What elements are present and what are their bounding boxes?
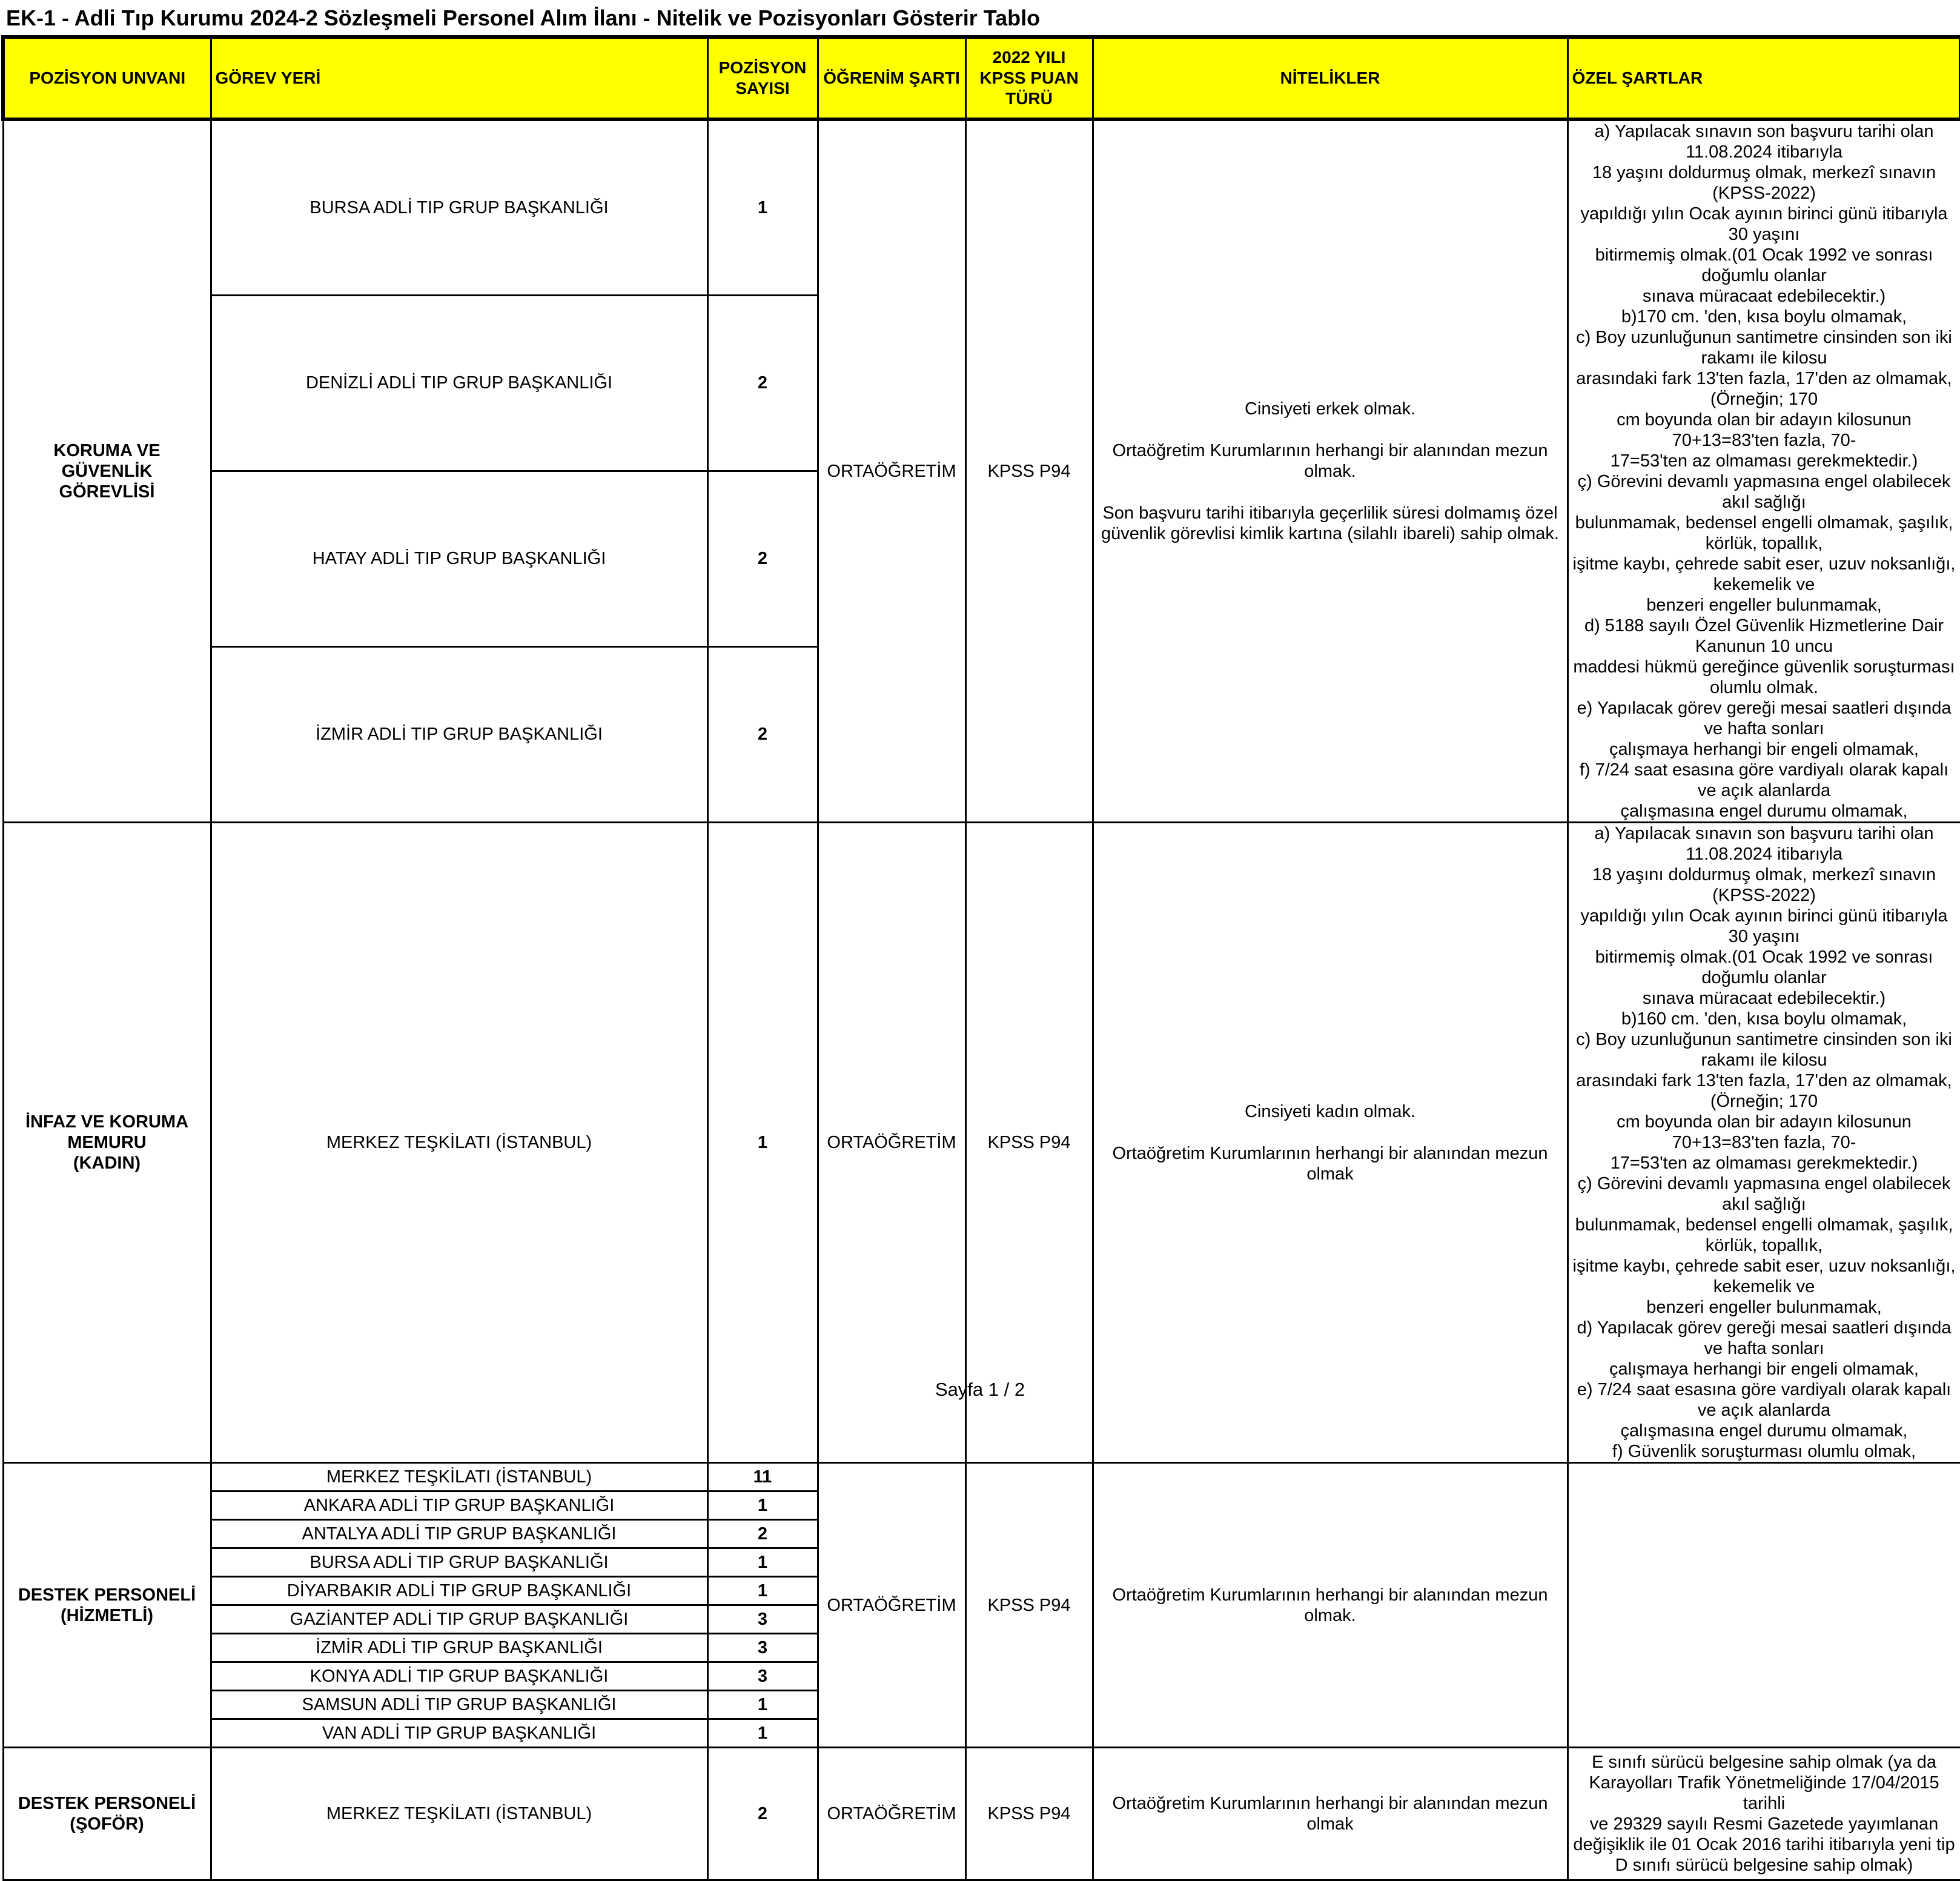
position-count-cell: 1 (707, 1719, 818, 1748)
qualification-paragraph (1098, 1585, 1563, 1626)
position-count-cell: 3 (707, 1662, 818, 1691)
special-condition-line: 18 yaşını doldurmuş olmak, merkezî sınavın (KPSS-2022) (1592, 163, 1936, 203)
workplace-cell: ANKARA ADLİ TIP GRUP BAŞKANLIĞI (211, 1491, 707, 1520)
special-condition-line: ve 29329 sayılı Resmi Gazetede yayımlanan (1589, 1814, 1939, 1834)
special-conditions-cell (1568, 119, 1960, 823)
special-condition-line: e) Yapılacak görev gereği mesai saatleri dışında ve hafta sonları (1577, 698, 1952, 738)
position-count-cell: 1 (707, 119, 818, 295)
workplace-cell: BURSA ADLİ TIP GRUP BAŞKANLIĞI (211, 119, 707, 295)
workplace-cell: ANTALYA ADLİ TIP GRUP BAŞKANLIĞI (211, 1520, 707, 1548)
qualification-line: Cinsiyeti kadın olmak. (1244, 1101, 1416, 1121)
table-body (3, 119, 1960, 1880)
position-title-cell (3, 1463, 211, 1748)
education-requirement-cell: ORTAÖĞRETİM (818, 1463, 965, 1748)
special-conditions-cell (1568, 1748, 1960, 1880)
workplace-cell: GAZİANTEP ADLİ TIP GRUP BAŞKANLIĞI (211, 1605, 707, 1634)
workplace-cell: KONYA ADLİ TIP GRUP BAŞKANLIĞI (211, 1662, 707, 1691)
header-unvan: POZİSYON UNVANI (3, 37, 211, 119)
position-title-line: (HİZMETLİ) (60, 1605, 153, 1625)
qualification-line: olmak (1306, 1164, 1354, 1184)
qualification-line: Ortaöğretim Kurumlarının herhangi bir alanından mezun (1112, 1794, 1548, 1813)
qualification-line: Ortaöğretim Kurumlarının herhangi bir alanından mezun (1112, 1585, 1548, 1605)
special-condition-line: E sınıfı sürücü belgesine sahip olmak (ya da (1591, 1753, 1937, 1772)
qualification-paragraph (1098, 503, 1563, 544)
special-condition-line: ç) Görevini devamlı yapmasına engel olabilecek akıl sağlığı (1577, 1174, 1951, 1214)
special-condition-line: bitirmemiş olmak.(01 Ocak 1992 ve sonrası doğumlu olanlar (1595, 245, 1933, 285)
position-title-line: (KADIN) (73, 1153, 141, 1173)
special-condition-line: yapıldığı yılın Ocak ayının birinci günü itibarıyla 30 yaşını (1580, 204, 1948, 244)
position-title-line: DESTEK PERSONELİ (18, 1794, 196, 1813)
special-condition-line: bitirmemiş olmak.(01 Ocak 1992 ve sonrası doğumlu olanlar (1595, 947, 1933, 987)
special-condition-line: 17=53'ten az olmaması gerekmektedir.) (1610, 1153, 1918, 1173)
workplace-cell: MERKEZ TEŞKİLATI (İSTANBUL) (211, 1748, 707, 1880)
education-requirement-cell: ORTAÖĞRETİM (818, 823, 965, 1463)
table-row (3, 1463, 1960, 1491)
position-count-cell: 2 (707, 646, 818, 822)
header-nitelikler: NİTELİKLER (1093, 37, 1568, 119)
workplace-cell: İZMİR ADLİ TIP GRUP BAŞKANLIĞI (211, 1634, 707, 1662)
workplace-cell: DİYARBAKIR ADLİ TIP GRUP BAŞKANLIĞI (211, 1577, 707, 1605)
special-condition-line: çalışmasına engel durumu olmamak, (1620, 1421, 1908, 1441)
special-condition-line: işitme kaybı, çehrede sabit eser, uzuv noksanlığı, kekemelik ve (1572, 554, 1956, 594)
qualification-paragraph (1098, 1793, 1563, 1834)
special-condition-line: d) Yapılacak görev gereği mesai saatleri dışında ve hafta sonları (1577, 1318, 1952, 1358)
qualification-paragraph (1098, 399, 1563, 419)
qualification-line: Ortaöğretim Kurumlarının herhangi bir alanından mezun (1112, 1143, 1548, 1163)
header-gorev-yeri: GÖREV YERİ (211, 37, 707, 119)
kpss-score-type-cell: KPSS P94 (965, 823, 1093, 1463)
special-condition-line: cm boyunda olan bir adayın kilosunun 70+13=83'ten fazla, 70- (1617, 410, 1912, 450)
special-condition-line: ç) Görevini devamlı yapmasına engel olabilecek akıl sağlığı (1577, 472, 1951, 512)
special-condition-line: 18 yaşını doldurmuş olmak, merkezî sınavın (KPSS-2022) (1592, 865, 1936, 905)
workplace-cell: SAMSUN ADLİ TIP GRUP BAŞKANLIĞI (211, 1691, 707, 1719)
position-title-line: İNFAZ VE KORUMA (25, 1112, 189, 1132)
header-pozisyon-sayisi (707, 37, 818, 119)
table-row (3, 823, 1960, 1463)
special-condition-line: b)160 cm. 'den, kısa boylu olmamak, (1621, 1009, 1907, 1029)
special-condition-line: c) Boy uzunluğunun santimetre cinsinden son iki rakamı ile kilosu (1576, 1030, 1952, 1070)
position-title-line: KORUMA VE (53, 441, 161, 460)
header-kpss (965, 37, 1093, 119)
special-condition-line: arasındaki fark 13'ten fazla, 17'den az olmamak, (Örneğin; 170 (1576, 1071, 1952, 1111)
position-title-cell (3, 119, 211, 823)
special-condition-line: D sınıfı sürücü belgesine sahip olmak) (1615, 1856, 1913, 1875)
special-condition-line: bulunmamak, bedensel engelli olmamak, şaşılık, körlük, topallık, (1575, 513, 1953, 553)
table-row (3, 1748, 1960, 1880)
position-count-cell: 1 (707, 1691, 818, 1719)
special-condition-line: arasındaki fark 13'ten fazla, 17'den az olmamak, (Örneğin; 170 (1576, 369, 1952, 409)
position-count-cell: 1 (707, 1491, 818, 1520)
header-text-line: 2022 YILI (992, 48, 1066, 67)
special-condition-line: maddesi hükmü gereğince güvenlik soruşturması olumlu olmak. (1573, 657, 1955, 697)
position-count-cell: 1 (707, 1548, 818, 1577)
kpss-score-type-cell: KPSS P94 (965, 119, 1093, 823)
position-count-cell: 2 (707, 471, 818, 646)
special-condition-line: işitme kaybı, çehrede sabit eser, uzuv noksanlığı, kekemelik ve (1572, 1256, 1956, 1296)
page-footer: Sayfa 1 / 2 (935, 1379, 1025, 1400)
position-count-cell: 2 (707, 295, 818, 471)
special-condition-line: çalışmasına engel durumu olmamak, (1620, 801, 1908, 821)
qualifications-cell (1093, 1748, 1568, 1880)
special-condition-line: benzeri engeller bulunmamak, (1646, 1298, 1882, 1317)
special-condition-line: f) 7/24 saat esasına göre vardiyalı olarak kapalı ve açık alanlarda (1579, 760, 1949, 800)
special-condition-line: d) 5188 sayılı Özel Güvenlik Hizmetlerine Dair Kanunun 10 uncu (1584, 616, 1944, 656)
qualification-line: Cinsiyeti erkek olmak. (1244, 399, 1416, 419)
positions-table (1, 35, 1960, 1881)
special-condition-line: sınava müracaat edebilecektir.) (1642, 287, 1886, 306)
qualification-line: olmak. (1304, 462, 1356, 481)
workplace-cell: VAN ADLİ TIP GRUP BAŞKANLIĞI (211, 1719, 707, 1748)
position-count-cell: 2 (707, 1748, 818, 1880)
special-condition-line: e) 7/24 saat esasına göre vardiyalı olarak kapalı ve açık alanlarda (1577, 1380, 1952, 1420)
header-text-line: TÜRÜ (1005, 89, 1053, 108)
special-condition-line: Karayolları Trafik Yönetmeliğinde 17/04/2015 tarihli (1589, 1773, 1939, 1813)
qualifications-cell (1093, 823, 1568, 1463)
workplace-cell: HATAY ADLİ TIP GRUP BAŞKANLIĞI (211, 471, 707, 646)
qualification-paragraph (1098, 440, 1563, 482)
special-conditions-cell (1568, 823, 1960, 1463)
position-title-line: DESTEK PERSONELİ (18, 1585, 196, 1605)
header-row (3, 37, 1960, 119)
special-condition-line: çalışmaya herhangi bir engeli olmamak, (1609, 740, 1919, 759)
special-condition-line: yapıldığı yılın Ocak ayının birinci günü itibarıyla 30 yaşını (1580, 906, 1948, 946)
position-count-cell: 11 (707, 1463, 818, 1491)
qualification-line: güvenlik görevlisi kimlik kartına (silahlı ibareli) sahip olmak. (1101, 524, 1559, 543)
qualifications-cell (1093, 119, 1568, 823)
position-count-cell: 2 (707, 1520, 818, 1548)
special-conditions-cell (1568, 1463, 1960, 1748)
position-count-cell: 3 (707, 1634, 818, 1662)
table-row (3, 119, 1960, 295)
header-text-line: POZİSYON (718, 58, 807, 77)
qualification-paragraph (1098, 1143, 1563, 1184)
position-count-cell: 1 (707, 1577, 818, 1605)
special-condition-line: c) Boy uzunluğunun santimetre cinsinden son iki rakamı ile kilosu (1576, 328, 1952, 368)
special-condition-line: sınava müracaat edebilecektir.) (1642, 989, 1886, 1008)
position-title-line: MEMURU (67, 1133, 147, 1152)
header-ozel: ÖZEL ŞARTLAR (1568, 37, 1960, 119)
document-title: EK-1 - Adli Tıp Kurumu 2024-2 Sözleşmeli Personel Alım İlanı - Nitelik ve Pozisyonları Gösterir Tablo (6, 5, 1041, 30)
position-title-line: GÜVENLİK (61, 462, 153, 481)
workplace-cell: MERKEZ TEŞKİLATI (İSTANBUL) (211, 823, 707, 1463)
workplace-cell: MERKEZ TEŞKİLATI (İSTANBUL) (211, 1463, 707, 1491)
qualification-line: olmak. (1304, 1605, 1356, 1625)
qualification-line: olmak (1306, 1814, 1354, 1834)
position-title-line: (ŞOFÖR) (70, 1814, 144, 1834)
position-title-cell (3, 823, 211, 1463)
position-title-line: GÖREVLİSİ (59, 482, 155, 502)
special-condition-line: değişiklik ile 01 Ocak 2016 tarihi itibarıyla yeni tip (1573, 1835, 1955, 1854)
special-condition-line: çalışmaya herhangi bir engeli olmamak, (1609, 1359, 1919, 1379)
position-title-cell (3, 1748, 211, 1880)
header-ogrenim: ÖĞRENİM ŞARTI (818, 37, 965, 119)
position-count-cell: 1 (707, 823, 818, 1463)
position-count-cell: 3 (707, 1605, 818, 1634)
special-condition-line: f) Güvenlik soruşturması olumlu olmak, (1612, 1442, 1916, 1461)
special-condition-line: 17=53'ten az olmaması gerekmektedir.) (1610, 451, 1918, 471)
workplace-cell: İZMİR ADLİ TIP GRUP BAŞKANLIĞI (211, 646, 707, 822)
special-condition-line: b)170 cm. 'den, kısa boylu olmamak, (1621, 307, 1907, 327)
special-condition-line: cm boyunda olan bir adayın kilosunun 70+13=83'ten fazla, 70- (1617, 1112, 1912, 1152)
header-text-line: KPSS PUAN (979, 68, 1079, 87)
education-requirement-cell: ORTAÖĞRETİM (818, 1748, 965, 1880)
special-condition-line: benzeri engeller bulunmamak, (1646, 595, 1882, 615)
workplace-cell: BURSA ADLİ TIP GRUP BAŞKANLIĞI (211, 1548, 707, 1577)
kpss-score-type-cell: KPSS P94 (965, 1463, 1093, 1748)
workplace-cell: DENİZLİ ADLİ TIP GRUP BAŞKANLIĞI (211, 295, 707, 471)
qualification-line: Son başvuru tarihi itibarıyla geçerlilik süresi dolmamış özel (1102, 503, 1558, 523)
header-text-line: SAYISI (735, 79, 790, 98)
education-requirement-cell: ORTAÖĞRETİM (818, 119, 965, 823)
kpss-score-type-cell: KPSS P94 (965, 1748, 1093, 1880)
qualification-paragraph (1098, 1101, 1563, 1122)
qualifications-cell (1093, 1463, 1568, 1748)
qualification-line: Ortaöğretim Kurumlarının herhangi bir alanından mezun (1112, 441, 1548, 460)
special-condition-line: a) Yapılacak sınavın son başvuru tarihi olan 11.08.2024 itibarıyla (1594, 824, 1934, 864)
special-condition-line: a) Yapılacak sınavın son başvuru tarihi olan 11.08.2024 itibarıyla (1594, 122, 1934, 162)
special-condition-line: bulunmamak, bedensel engelli olmamak, şaşılık, körlük, topallık, (1575, 1215, 1953, 1255)
